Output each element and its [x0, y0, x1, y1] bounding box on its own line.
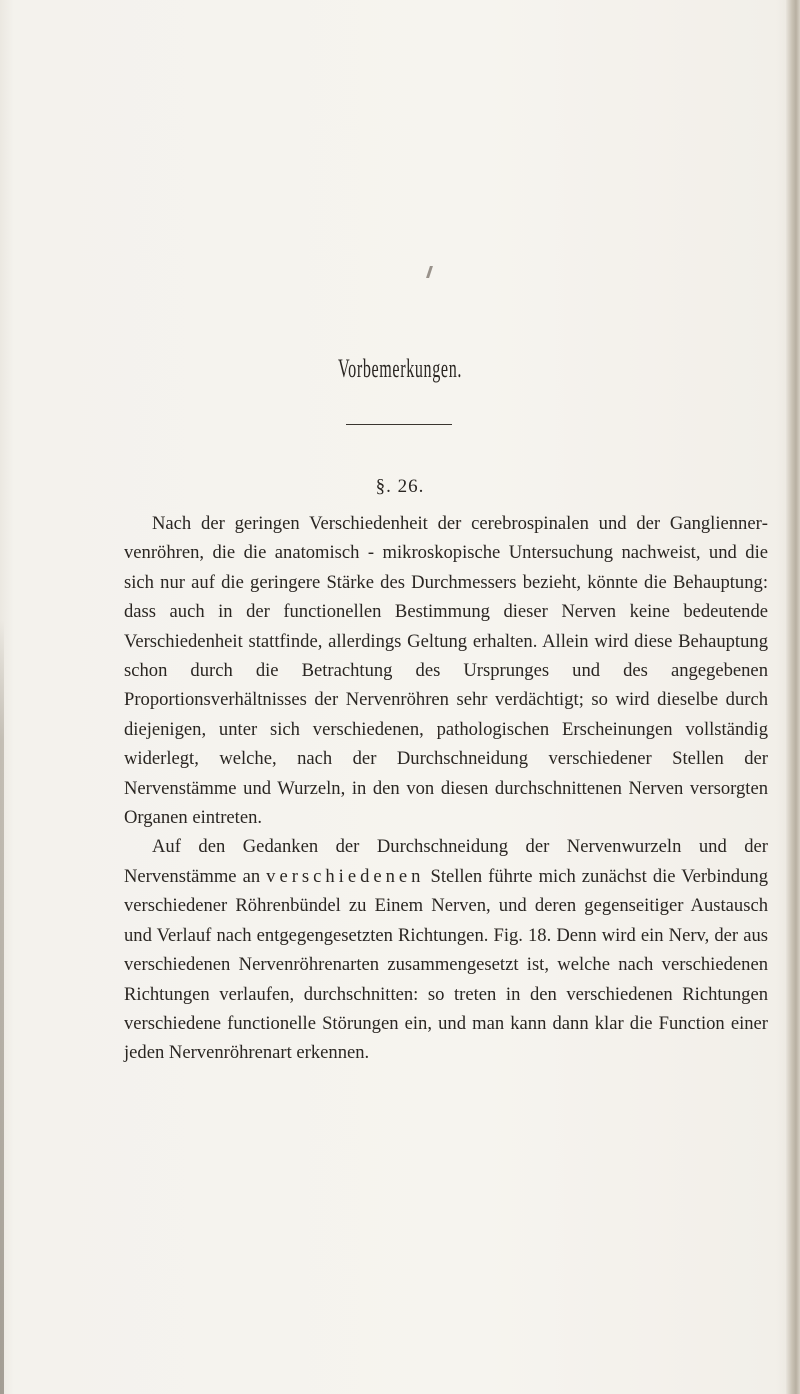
paragraph [124, 832, 768, 1067]
binding-shadow [0, 620, 4, 1394]
heading-rule [346, 424, 452, 425]
paragraph-text-end: Stellen führte mich zunächst die Verbindung verschiedener Röhrenbündel zu Einem Nerven, und deren gegenseitiger Austausch und Verlauf nach entgegengesetzten Richtungen. Fig. 18. Denn wird ein Nerv, der aus verschiedenen Nervenröhrenarten zusammengesetzt ist, welche nach verschiedenen Richtungen verlaufen, durchschnitten: so treten in den verschiedenen Richtungen verschiedene functionelle Störungen ein, und man kann dann klar die Function einer jeden Nervenröhrenart erkennen. [124, 865, 768, 1064]
section-number: §. 26. [375, 476, 425, 497]
emphasized-word: verschiedenen [266, 865, 425, 887]
paragraph-text-start: Auf den Gedanken der Durchschneidung der Nervenwurzeln und der Nervenstämme an [124, 836, 768, 887]
body-text [124, 509, 768, 1068]
paragraph: Nach der geringen Verschiedenheit der cerebrospinalen und der Gangliennervenröhren, die die anatomisch - mikroskopische Untersuchung nachweist, und die sich nur auf die geringere Stärke des Durchmessers bezieht, könnte die Behauptung: dass auch in der functionellen Bestimmung dieser Nerven keine bedeutende Verschiedenheit stattfinde, allerdings Geltung erhalten. Allein wird diese Behauptung schon durch die Betrachtung des Ursprunges und des angegebenen Proportionsverhältnisses der Nervenröhren sehr verdächtigt; so wird dieselbe durch diejenigen, unter sich verschiedenen, pathologischen Erscheinungen vollständig widerlegt, welche, nach der Durchschneidung verschiedener Stellen der Nervenstämme und Wurzeln, in den von diesen durchschnittenen Nerven versorgten Organen eintreten. [124, 513, 768, 829]
chapter-heading: Vorbemerkungen. [337, 354, 463, 383]
pencil-mark [426, 266, 433, 278]
page-edge-shadow [786, 0, 800, 1394]
